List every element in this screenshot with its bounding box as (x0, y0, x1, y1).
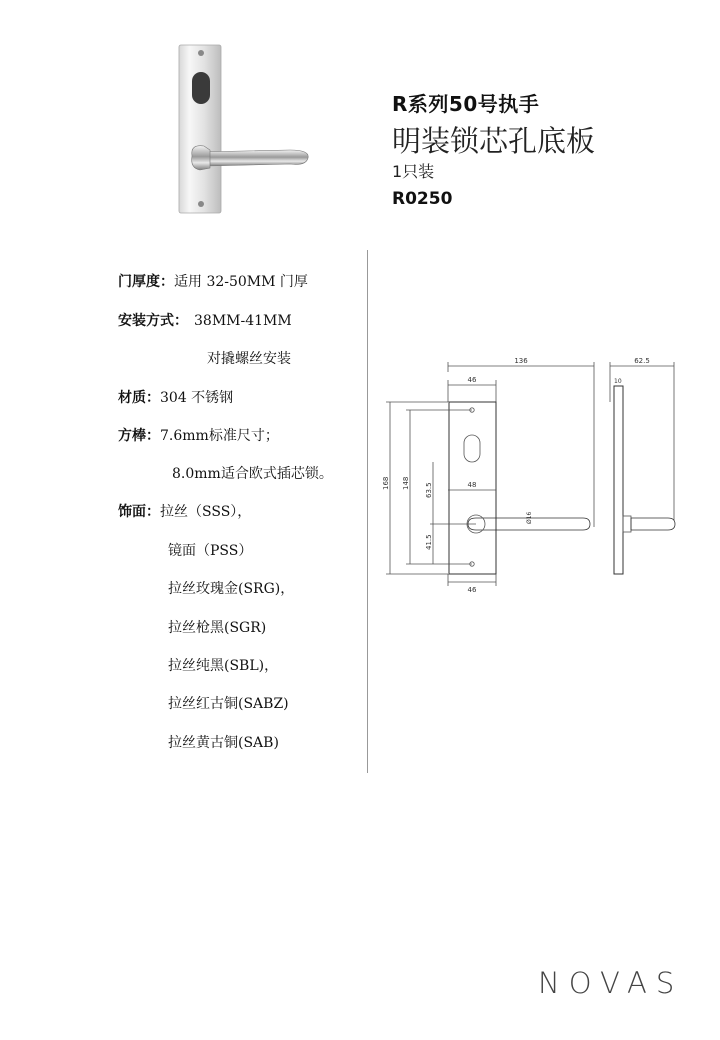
dim-lower: 41.5 (425, 534, 433, 550)
product-photo (170, 40, 320, 220)
spec-finish (118, 501, 251, 521)
dim-side-thickness: 10 (614, 378, 622, 385)
technical-drawing (378, 352, 700, 598)
spec-value: 7.6mm标准尺寸； (160, 428, 279, 444)
product-title: 明装锁芯孔底板 (392, 124, 596, 158)
spec-label: 饰面： (118, 504, 160, 520)
spec-label: 安装方式： (118, 313, 188, 329)
finish-item: 拉丝红古铜(SABZ) (168, 696, 289, 712)
finish-item: 拉丝（SSS）， (160, 504, 252, 520)
dim-total-width: 136 (514, 357, 528, 365)
dim-inner-height: 148 (402, 476, 410, 490)
spec-label: 方棒： (118, 428, 160, 444)
product-code: R0250 (392, 189, 453, 209)
dim-handle-diameter: Ø16 (526, 511, 533, 524)
spec-install (118, 310, 292, 330)
quantity-text: 1只装 (392, 162, 435, 181)
spec-door-thickness (118, 271, 308, 291)
spec-value: 38MM-41MM (194, 313, 292, 329)
column-divider (367, 250, 368, 773)
spec-install-line2: 对撬螺丝安装 (207, 351, 291, 367)
finish-item: 拉丝玫瑰金(SRG)， (168, 581, 295, 597)
dim-upper: 63.5 (425, 482, 433, 498)
finish-item: 拉丝黄古铜(SAB) (168, 735, 279, 751)
spec-spindle-line2: 8.0mm适合欧式插芯锁。 (172, 466, 333, 482)
spec-spindle (118, 425, 279, 445)
finish-item: 拉丝枪黑(SGR) (168, 620, 267, 636)
dim-mid-width: 48 (467, 481, 477, 489)
spec-material (118, 387, 233, 407)
spec-value: 304 不锈钢 (160, 390, 234, 406)
spec-label: 材质： (118, 390, 160, 406)
brand-logo: NOVAS (538, 966, 684, 1000)
finish-item: 拉丝纯黑(SBL)， (168, 658, 279, 674)
dim-side-width: 62.5 (634, 357, 650, 365)
spec-label: 门厚度： (118, 274, 174, 290)
series-title: R系列50号执手 (392, 92, 540, 116)
dim-plate-bottom: 46 (467, 586, 477, 594)
dim-plate-height: 168 (382, 476, 390, 490)
finish-item: 镜面（PSS） (168, 543, 253, 559)
dim-plate-top: 46 (467, 376, 477, 384)
spec-value: 适用 32-50MM 门厚 (174, 274, 308, 290)
